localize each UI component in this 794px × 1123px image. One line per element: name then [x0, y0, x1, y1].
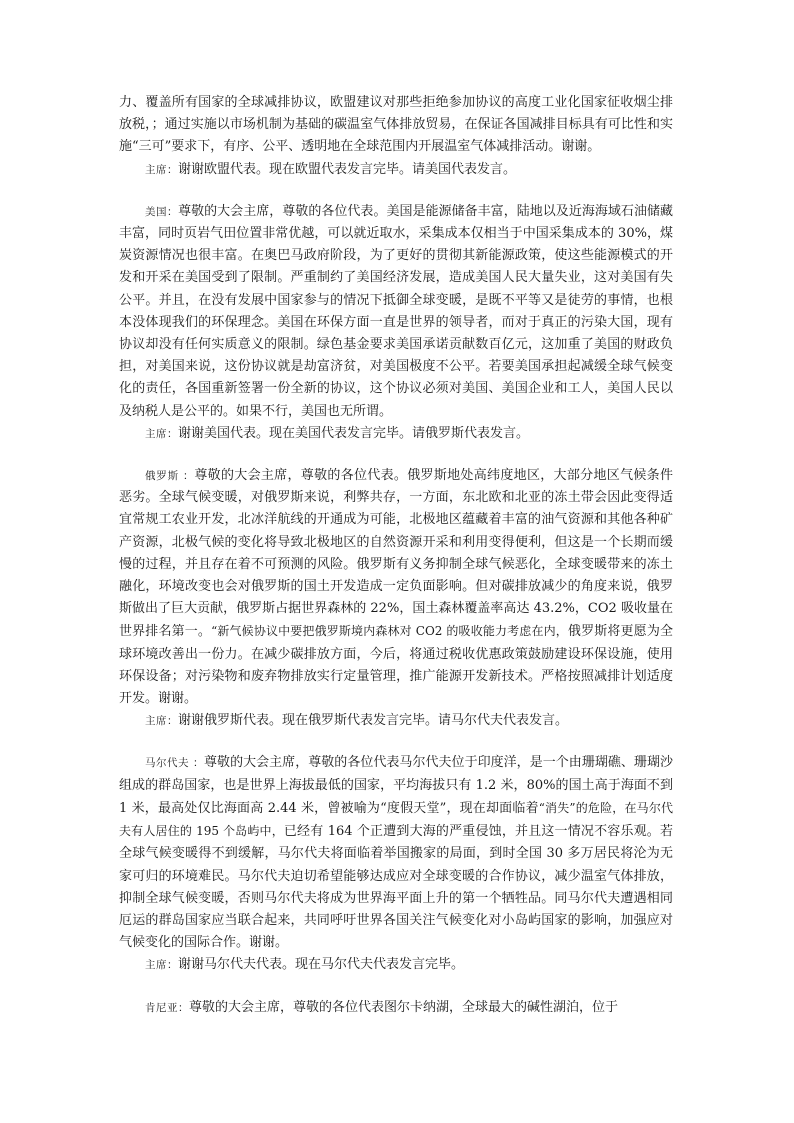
- speaker-label: 马尔代夫 ：: [145, 757, 205, 770]
- russia-speech-text-2: 俄罗斯将更愿为全球环境改善出一份力。在减少碳排放方面，今后，将通过税收优惠政策鼓励建设环保设施，使用环保设备；对污染物和废弃物排放实行定量管理，推广能源开发新技术。严格按照减排计划适度开发。谢谢。: [119, 624, 673, 707]
- russia-speech: [119, 465, 673, 710]
- speaker-label: 主席：: [145, 715, 178, 728]
- maldives-speech-small: “消失”的危险，在马尔代夫有人居住的 195 个岛屿中，: [119, 800, 674, 839]
- eu-speech-continuation: 力、覆盖所有国家的全球减排协议，欧盟建议对那些拒绝参加协议的高度工业化国家征收烟尘排放税，；通过实施以市场机制为基础的碳温室气体排放贸易，在保证各国减排目标具有可比性和实施“三可”要求下，有序、公平、透明地在全球范围内开展温室气体减排活动。谢谢。: [119, 95, 673, 155]
- kenya-speech-text: 尊敬的大会主席，尊敬的各位代表图尔卡纳湖，全球最大的碱性湖泊，位于: [189, 999, 619, 1015]
- chair-remark-4: [119, 954, 673, 976]
- chair-remark-2: [119, 423, 673, 445]
- chair-remark-text: 谢谢马尔代夫代表。现在马尔代夫代表发言完毕。: [178, 957, 465, 973]
- speaker-label: 俄罗斯 ：: [145, 470, 195, 483]
- speaker-label: 主席：: [145, 427, 178, 440]
- russia-speech-text: 尊敬的大会主席，尊敬的各位代表。俄罗斯地处高纬度地区，大部分地区气候条件恶劣。全球气候变暖，对俄罗斯来说，利弊共存，一方面，东北欧和北亚的冻土带会因此变得适宜常规工农业开发，北冰洋航线的开通成为可能，北极地区蕴藏着丰富的油气资源和其他各种矿产资源，北极气候的变化将导致北极地区的自然资源开采和利用变得便利，但这是一个长期而缓慢的过程，并且存在着不可预测的风险。俄罗斯有义务抑制全球气候恶化，全球变暖带来的冻土融化，环境改变也会对俄罗斯的国土开发造成一定负面影响。但对碳排放减少的角度来说，俄罗斯做出了巨大贡献，俄罗斯占据世界森林的 22%，国土森林覆盖率高达 43.2%，CO2 吸收量在世界排名第一。: [119, 468, 673, 640]
- chair-remark-3: [119, 710, 673, 732]
- maldives-speech: [119, 752, 673, 954]
- document-page: [119, 92, 673, 1019]
- speaker-label: 美国：: [145, 205, 179, 218]
- speaker-label: 肯尼亚：: [145, 1001, 189, 1014]
- russia-speech-quote: “新气候协议中要把俄罗斯境内森林对 CO2 的吸收能力考虑在内，: [211, 624, 568, 639]
- chair-remark-1: [119, 159, 673, 181]
- chair-remark-text: 谢谢美国代表。现在美国代表发言完毕。请俄罗斯代表发言。: [178, 425, 530, 441]
- maldives-speech-text: 尊敬的大会主席，尊敬的各位代表马尔代夫位于印度洋，是一个由珊瑚礁、珊瑚沙组成的群岛国家，也是世界上海拔最低的国家，平均海拔只有 1.2 米，80%的国土高于海面不到 1 米，最高处仅比海面高 2.44 米，曾被喻为“度假天堂”，现在却面临着: [119, 755, 673, 816]
- usa-speech-text: 尊敬的大会主席，尊敬的各位代表。美国是能源储备丰富，陆地以及近海海域石油储藏丰富，同时页岩气田位置非常优越，可以就近取水，采集成本仅相当于中国采集成本的 30%，煤炭资源情况也很丰富。在奥巴马政府阶段，为了更好的贯彻其新能源政策，使这些能源模式的开发和开采在美国受到了限制。严重制约了美国经济发展，造成美国人民大量失业，这对美国有失公平。并且，在没有发展中国家参与的情况下抵御全球变暖，是既不平等又是徒劳的事情，也根本没体现我们的环保理念。美国在环保方面一直是世界的领导者，而对于真正的污染大国，现有协议却没有任何实质意义的限制。绿色基金要求美国承诺贡献数百亿元，这加重了美国的财政负担，对美国来说，这份协议就是劫富济贫，对美国极度不公平。若要美国承担起减缓全球气候变化的责任，各国重新签署一份全新的协议，这个协议必须对美国、美国企业和工人，美国人民以及纳税人是公平的。如果不行，美国也无所谓。: [119, 203, 673, 419]
- kenya-speech: [119, 997, 673, 1019]
- speaker-label: 主席：: [145, 163, 178, 176]
- usa-speech: [119, 201, 673, 423]
- chair-remark-text: 谢谢俄罗斯代表。现在俄罗斯代表发言完毕。请马尔代夫代表发言。: [178, 713, 569, 729]
- chair-remark-text: 谢谢欧盟代表。现在欧盟代表发言完毕。请美国代表发言。: [178, 161, 517, 177]
- speaker-label: 主席：: [145, 959, 178, 972]
- maldives-speech-text-2: 已经有 164 个正遭到大海的严重侵蚀，并且这一情况不容乐观。若全球气候变暖得不到缓解，马尔代夫将面临着举国搬家的局面，到时全国 30 多万居民将沦为无家可归的环境难民。马尔代夫迫切希望能够达成应对全球变暖的合作协议，减少温室气体排放，抑制全球气候变暖，否则马尔代夫将成为世界海平面上升的第一个牺牲品。同马尔代夫遭遇相同厄运的群岛国家应当联合起来，共同呼吁世界各国关注气候变化对小岛屿国家的影响，加强应对气候变化的国际合作。谢谢。: [119, 824, 673, 951]
